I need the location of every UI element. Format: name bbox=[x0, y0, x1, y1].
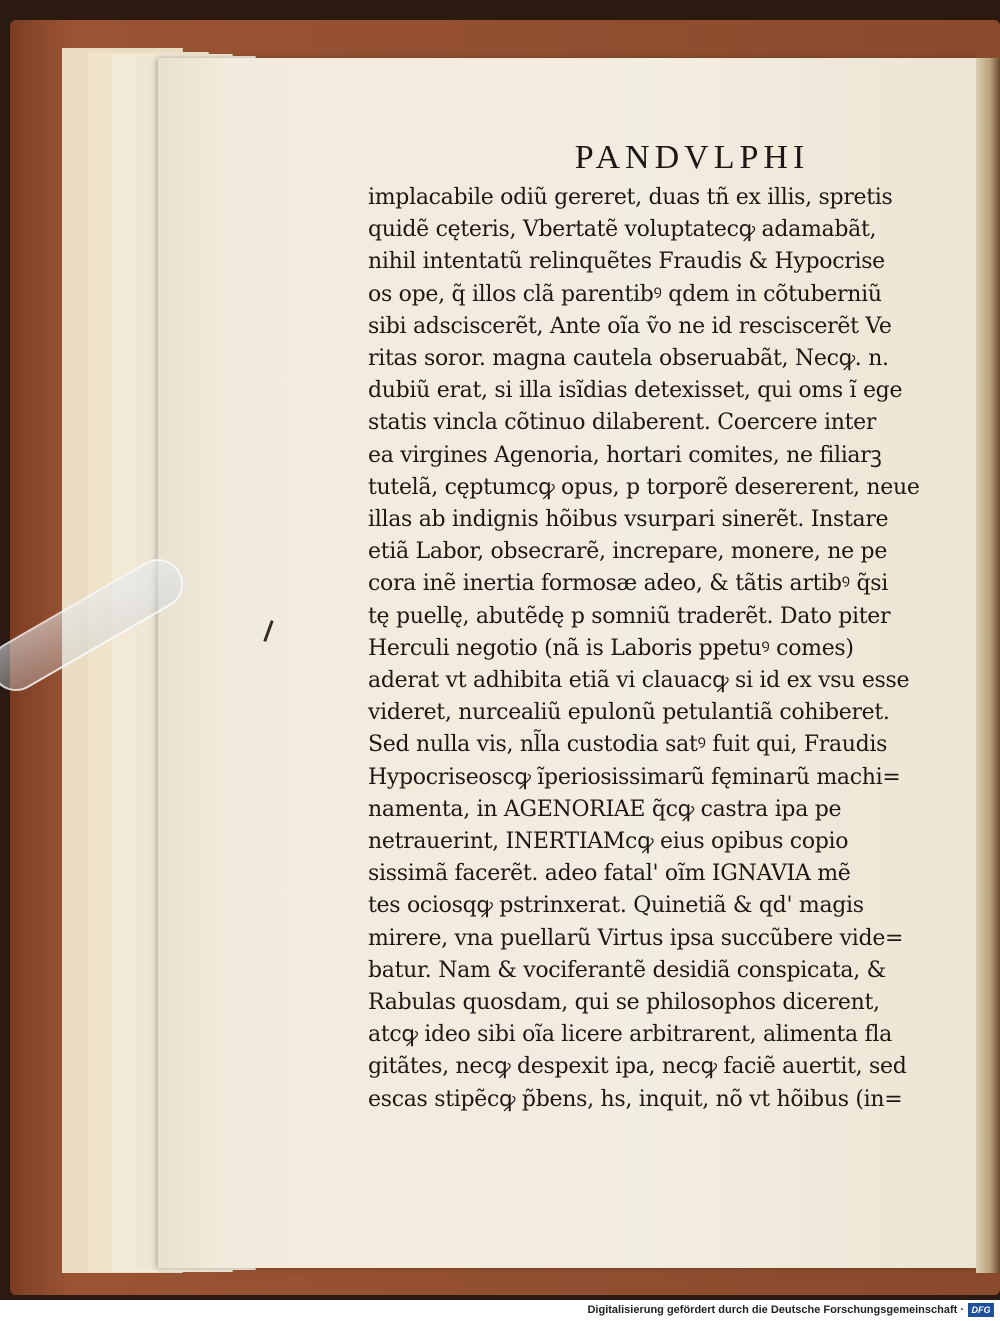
text-line: Sed nulla vis, nl̃la custodia satꝰ fuit qui, Fraudis bbox=[368, 732, 888, 758]
text-line: sibi adsciscerẽt, Ante oĩa ṽo ne id resciscerẽt Ve bbox=[368, 313, 892, 339]
text-line: Herculi negotio (nã is Laboris ppetuꝰ comes) bbox=[368, 635, 854, 661]
text-line: ea virgines Agenoria, hortari comites, ne filiarꝫ bbox=[368, 442, 882, 468]
text-line: etiã Labor, obsecrarẽ, increpare, monere, ne pe bbox=[368, 539, 888, 565]
text-line: tutelã, cęptumcꝙ opus, p torporẽ desererent, neue bbox=[368, 474, 920, 500]
text-line: ritas soror. magna cautela obseruabãt, Necꝙ. n. bbox=[368, 346, 889, 372]
text-line: statis vincla cõtinuo dilaberent. Coercere inter bbox=[368, 410, 877, 436]
text-line: escas stipẽcꝙ p̃bens, hs, inquit, nõ vt hõibus (in= bbox=[368, 1086, 903, 1112]
footer-bar bbox=[0, 1300, 1000, 1321]
text-line: namenta, in AGENORIAE q̃cꝙ castra ipa pe bbox=[368, 796, 842, 822]
text-line: os ope, q̃ illos clã parentibꝰ qdem in cõtuberniũ bbox=[368, 281, 882, 307]
text-line: Rabulas quosdam, qui se philosophos dicerent, bbox=[368, 990, 880, 1016]
text-line: atcꝙ ideo sibi oĩa licere arbitrarent, alimenta fla bbox=[368, 1022, 892, 1048]
text-line: videret, nurcealiũ epulonũ petulantiã cohiberet. bbox=[368, 700, 890, 726]
text-line: quidẽ cęteris, Vbertatẽ voluptatecꝙ adamabãt, bbox=[368, 217, 877, 243]
text-line: cora inẽ inertia formosæ adeo, & tãtis artibꝰ q̃si bbox=[368, 571, 888, 597]
text-line: tę puellę, abutẽdę p somniũ traderẽt. Dato piter bbox=[368, 603, 891, 629]
funding-notice: Digitalisierung gefördert durch die Deutsche Forschungsgemeinschaft · bbox=[587, 1304, 964, 1316]
dfg-logo: DFG bbox=[968, 1303, 994, 1317]
text-line: tes ociosqꝙ pstrinxerat. Quinetiã & qd' magis bbox=[368, 893, 864, 919]
text-line: gitãtes, necꝙ despexit ipa, necꝙ faciẽ auertit, sed bbox=[368, 1054, 907, 1080]
text-line: nihil intentatũ relinquẽtes Fraudis & Hypocrise bbox=[368, 249, 885, 275]
text-line: sissimã facerẽt. adeo fatal' oĩm IGNAVIA mẽ bbox=[368, 861, 851, 887]
text-line: Hypocriseoscꝙ ĩperiosissimarũ fęminarũ machi= bbox=[368, 764, 901, 790]
running-header: PANDVLPHI bbox=[574, 139, 810, 176]
page-gutter bbox=[976, 58, 1000, 1273]
text-line: netrauerint, INERTIAMcꝙ eius opibus copio bbox=[368, 829, 849, 855]
text-line: mirere, vna puellarũ Virtus ipsa succũbere vide= bbox=[368, 925, 904, 951]
text-block bbox=[368, 138, 920, 1116]
text-line: aderat vt adhibita etiã vi clauacꝙ si id ex vsu esse bbox=[368, 668, 910, 694]
text-line: illas ab indignis hõibus vsurpari sinerẽt. Instare bbox=[368, 507, 889, 533]
text-line: batur. Nam & vociferantẽ desidiã conspicata, & bbox=[368, 957, 886, 983]
text-line: implacabile odiũ gereret, duas tñ ex illis, spretis bbox=[368, 185, 893, 210]
text-line: dubiũ erat, si illa isĩdias detexisset, qui oms ĩ ege bbox=[368, 378, 903, 404]
